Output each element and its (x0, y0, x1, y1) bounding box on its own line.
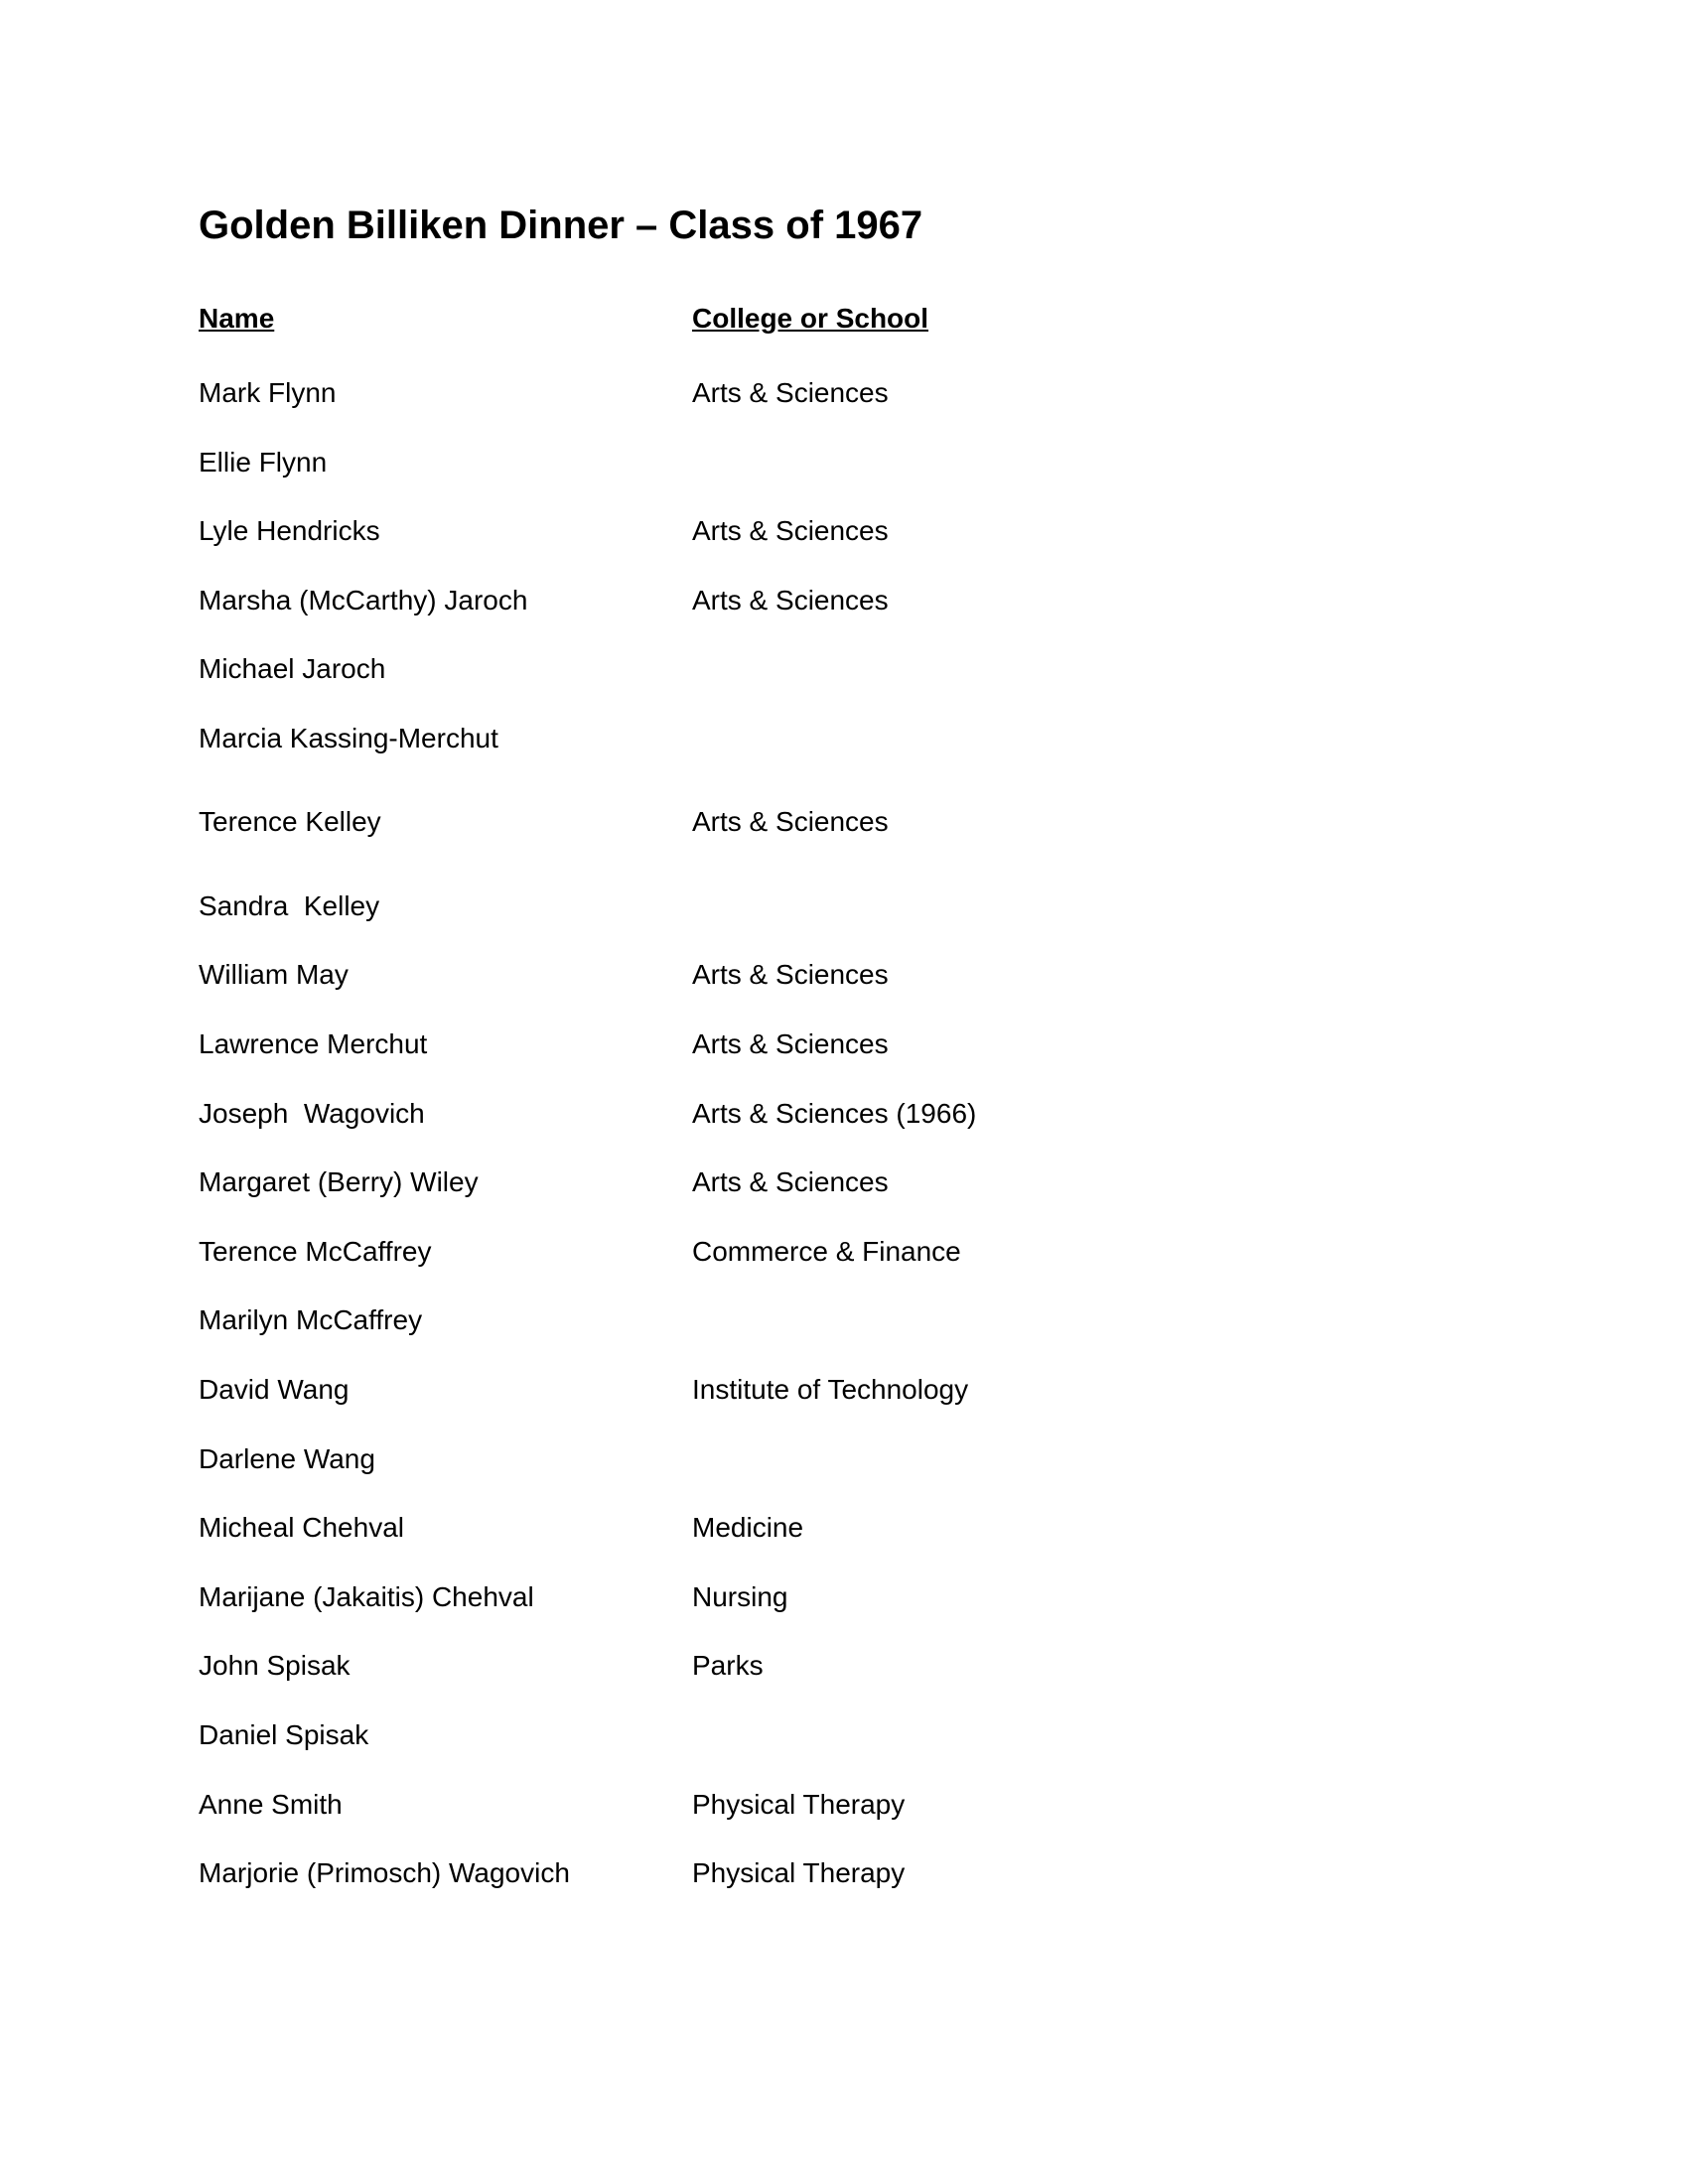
table-row (199, 1508, 1390, 1548)
attendee-school: Arts & Sciences (1966) (692, 1098, 977, 1129)
table-row (199, 1094, 1390, 1134)
attendee-name: Ellie Flynn (199, 447, 328, 478)
attendee-name: Joseph Wagovich (199, 1098, 425, 1129)
attendee-name: Marijane (Jakaitis) Chehval (199, 1581, 534, 1612)
attendee-school: Arts & Sciences (692, 1028, 889, 1059)
attendee-name: John Spisak (199, 1650, 351, 1681)
attendee-name: Lawrence Merchut (199, 1028, 428, 1059)
attendee-name: Marsha (McCarthy) Jaroch (199, 585, 528, 615)
table-row (199, 802, 1390, 842)
table-row (199, 443, 1390, 482)
attendee-school: Parks (692, 1650, 764, 1681)
table-row (199, 1300, 1390, 1340)
column-header-name: Name (199, 303, 275, 334)
attendee-name: Terence Kelley (199, 806, 381, 837)
attendee-name: David Wang (199, 1374, 350, 1405)
attendee-school: Arts & Sciences (692, 1166, 889, 1197)
table-row (199, 1853, 1390, 1893)
table-row (199, 373, 1390, 413)
table-row (199, 1024, 1390, 1064)
table-row (199, 1715, 1390, 1755)
attendee-school: Arts & Sciences (692, 377, 889, 408)
attendee-name: Michael Jaroch (199, 653, 386, 684)
attendee-name: Micheal Chehval (199, 1512, 404, 1543)
page-title: Golden Billiken Dinner – Class of 1967 (199, 204, 923, 247)
attendee-name: Anne Smith (199, 1789, 343, 1820)
table-row (199, 649, 1390, 689)
attendee-name: Marcia Kassing-Merchut (199, 723, 498, 753)
table-row (199, 1439, 1390, 1479)
attendee-school: Nursing (692, 1581, 788, 1612)
attendee-school: Arts & Sciences (692, 959, 889, 990)
table-row (199, 887, 1390, 926)
attendee-school: Arts & Sciences (692, 585, 889, 615)
attendee-name: Marjorie (Primosch) Wagovich (199, 1857, 570, 1888)
attendee-school: Physical Therapy (692, 1789, 906, 1820)
table-header (199, 303, 1390, 342)
table-row (199, 955, 1390, 995)
attendee-school: Institute of Technology (692, 1374, 969, 1405)
attendee-school: Commerce & Finance (692, 1236, 961, 1267)
attendee-name: Lyle Hendricks (199, 515, 380, 546)
table-row (199, 1646, 1390, 1686)
attendee-name: Terence McCaffrey (199, 1236, 432, 1267)
column-header-school: College or School (692, 303, 929, 334)
attendee-name: William May (199, 959, 349, 990)
table-row (199, 719, 1390, 758)
attendee-school: Arts & Sciences (692, 515, 889, 546)
attendee-name: Margaret (Berry) Wiley (199, 1166, 479, 1197)
attendee-name: Darlene Wang (199, 1443, 375, 1474)
attendee-school: Physical Therapy (692, 1857, 906, 1888)
table-row (199, 1232, 1390, 1272)
attendee-name: Mark Flynn (199, 377, 337, 408)
table-row (199, 511, 1390, 551)
attendee-name: Marilyn McCaffrey (199, 1304, 423, 1335)
table-row (199, 581, 1390, 620)
attendee-school: Arts & Sciences (692, 806, 889, 837)
table-row (199, 1577, 1390, 1617)
table-row (199, 1370, 1390, 1410)
attendee-school: Medicine (692, 1512, 804, 1543)
table-row (199, 1162, 1390, 1202)
attendee-name: Sandra Kelley (199, 890, 380, 921)
table-row (199, 1785, 1390, 1825)
attendee-name: Daniel Spisak (199, 1719, 369, 1750)
